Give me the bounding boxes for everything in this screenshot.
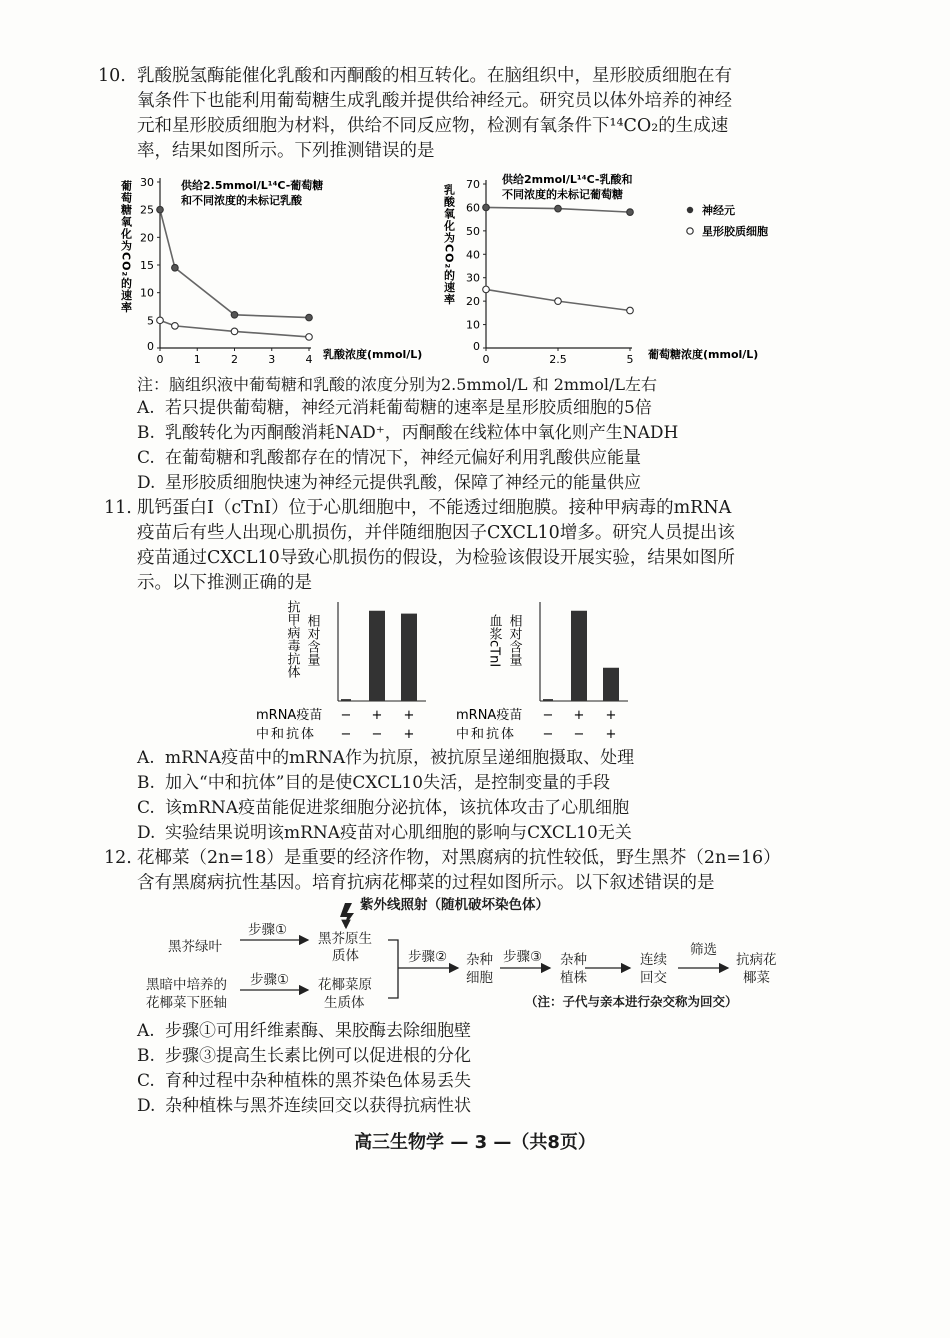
x-tick-label: 0	[156, 353, 164, 366]
sign-row2-col1: −	[340, 727, 352, 742]
bar2-ylabel-a: 血浆cTnI	[486, 614, 502, 668]
data-point-neuron	[157, 206, 164, 213]
option-label: A.	[137, 748, 155, 768]
q12-line-1: 花椰菜（2n=18）是重要的经济作物，对黑腐病的抗性较低，野生黑芥（2n=16）	[137, 848, 781, 868]
q11-line-2: 疫苗后有些人出现心肌损伤，并伴随细胞因子CXCL10增多。研究人员提出该	[137, 523, 735, 543]
option-text: 若只提供葡萄糖，神经元消耗葡萄糖的速率是星形胶质细胞的5倍	[165, 398, 652, 418]
chart1-ylabel: 葡萄糖氧化为CO₂的速率	[119, 180, 133, 314]
src-hypocotyl-b: 花椰菜下胚轴	[146, 995, 227, 1011]
y-tick-label: 15	[140, 259, 154, 272]
backcross-b: 回交	[640, 970, 667, 986]
protoplast-1-a: 黑芥原生	[318, 931, 372, 947]
sign-row1-col1: −	[542, 708, 554, 723]
bar-3	[401, 614, 417, 701]
option-label: C.	[137, 448, 155, 468]
data-point-astrocyte	[157, 317, 164, 324]
x-tick-label: 3	[268, 353, 276, 366]
x-tick-label: 1	[193, 353, 201, 366]
sign-row2-col1: −	[542, 727, 554, 742]
option-text: 育种过程中杂种植株的黑芥染色体易丢失	[165, 1071, 471, 1091]
lightning-icon	[340, 903, 354, 927]
option-text: 该mRNA疫苗能促进浆细胞分泌抗体，该抗体攻击了心肌细胞	[165, 798, 630, 818]
uv-label: 紫外线照射（随机破坏染色体）	[360, 897, 549, 913]
bar2-row1-label: mRNA疫苗	[456, 708, 523, 723]
bar2-marks	[540, 602, 628, 701]
q11-line-3: 疫苗通过CXCL10导致心肌损伤的假设，为检验该假设开展实验，结果如图所	[137, 548, 735, 568]
legend-astrocyte-marker	[687, 228, 693, 234]
chart2-ticks	[466, 178, 634, 366]
y-tick-label: 40	[466, 248, 480, 262]
q12-option-b[interactable]	[137, 1044, 471, 1069]
bar-2	[571, 611, 587, 701]
sign-row1-col2: +	[371, 708, 383, 723]
data-point-neuron	[231, 312, 238, 319]
sign-row1-col1: −	[340, 708, 352, 723]
x-tick-label: 0	[482, 353, 490, 366]
q12-line-2: 含有黑腐病抗性基因。培育抗病花椰菜的过程如图所示。以下叙述错误的是	[137, 873, 715, 893]
q10-line-1: 乳酸脱氢酶能催化乳酸和丙酮酸的相互转化。在脑组织中，星形胶质细胞在有	[137, 66, 732, 86]
data-point-astrocyte	[627, 307, 634, 314]
chart2-marks	[483, 204, 634, 314]
y-tick-label: 30	[140, 176, 154, 189]
x-tick-label: 2	[231, 353, 238, 366]
select-label: 筛选	[690, 942, 717, 958]
q12-option-a[interactable]	[137, 1019, 471, 1044]
sign-row2-col3: +	[605, 727, 617, 742]
option-label: B.	[137, 773, 155, 793]
q10-line-2: 氧条件下也能利用葡萄糖生成乳酸并提供给神经元。研究员以体外培养的神经	[137, 91, 732, 111]
data-point-neuron	[306, 314, 313, 321]
chart2-ylabel: 乳酸氧化为CO₂的速率	[442, 184, 456, 306]
sign-row2-col2: −	[573, 727, 585, 742]
x-tick-label: 2.5	[549, 353, 567, 366]
q12-option-d[interactable]	[137, 1094, 471, 1119]
q10-option-c[interactable]	[137, 446, 641, 471]
resistant-b: 椰菜	[743, 970, 770, 986]
hybrid-plant-a: 杂种	[560, 952, 587, 968]
q11-option-b[interactable]	[137, 771, 610, 796]
src-leaf: 黑芥绿叶	[168, 939, 222, 955]
chart2-title-b: 不同浓度的未标记葡萄糖	[502, 188, 623, 201]
option-text: 乳酸转化为丙酮酸消耗NAD⁺，丙酮酸在线粒体中氧化则产生NADH	[165, 423, 679, 443]
option-label: C.	[137, 1071, 155, 1091]
y-tick-label: 5	[147, 314, 154, 328]
chart-lactate-oxidation	[440, 172, 820, 372]
option-text: 星形胶质细胞快速为神经元提供乳酸，保障了神经元的能量供应	[165, 473, 641, 493]
diagram-footnote: （注：子代与亲本进行杂交称为回交）	[525, 994, 738, 1009]
step3-label: 步骤③	[503, 949, 543, 965]
bar2-signs	[543, 708, 617, 742]
y-tick-label: 10	[466, 318, 480, 332]
q10-option-d[interactable]	[137, 471, 641, 496]
chart-glucose-oxidation	[115, 172, 445, 372]
sign-row1-col3: +	[605, 708, 617, 723]
option-text: 实验结果说明该mRNA疫苗对心肌细胞的影响与CXCL10无关	[165, 823, 632, 843]
q12-option-c[interactable]	[137, 1069, 471, 1094]
legend-astrocyte-label: 星形胶质细胞	[702, 225, 768, 238]
q11-option-a[interactable]	[137, 746, 634, 771]
bar1-ylabel-b: 相对含量	[304, 614, 320, 666]
q10-line-3: 元和星形胶质细胞为材料，供给不同反应物，检测有氧条件下¹⁴CO₂的生成速	[137, 116, 729, 136]
q11-option-c[interactable]	[137, 796, 629, 821]
bar1-signs	[341, 708, 415, 742]
q10-option-a[interactable]	[137, 396, 652, 421]
q10-line-4: 率，结果如图所示。下列推测错误的是	[137, 141, 435, 161]
chart2-title-a: 供给2mmol/L¹⁴C-乳酸和	[502, 173, 633, 186]
y-tick-label: 25	[140, 203, 154, 217]
page-footer: 高三生物学 — 3 —（共8页）	[354, 1132, 596, 1153]
option-text: mRNA疫苗中的mRNA作为抗原，被抗原呈递细胞摄取、处理	[165, 748, 635, 768]
step1-top-label: 步骤①	[248, 922, 288, 938]
protoplast-2-b: 生质体	[324, 995, 365, 1011]
bar1-ylabel-a: 抗甲病毒抗体	[284, 600, 300, 678]
option-text: 在葡萄糖和乳酸都存在的情况下，神经元偏好利用乳酸供应能量	[165, 448, 641, 468]
data-point-astrocyte	[306, 334, 313, 341]
q11-line-1: 肌钙蛋白I（cTnI）位于心肌细胞中，不能透过细胞膜。接种甲病毒的mRNA	[137, 498, 732, 518]
q11-line-4: 示。以下推测正确的是	[137, 573, 312, 593]
sign-row1-col3: +	[403, 708, 415, 723]
legend-neuron-label: 神经元	[702, 204, 735, 217]
bar1-row2-label: 中和抗体	[256, 727, 317, 742]
option-text: 加入“中和抗体”目的是使CXCL10失活，是控制变量的手段	[165, 773, 611, 793]
q11-option-d[interactable]	[137, 821, 632, 846]
step1-bottom-label: 步骤①	[250, 972, 290, 988]
sign-row2-col2: −	[371, 727, 383, 742]
y-tick-label: 20	[466, 295, 480, 309]
option-label: B.	[137, 1046, 155, 1066]
data-point-astrocyte	[172, 323, 179, 330]
bar-3	[603, 668, 619, 701]
backcross-a: 连续	[640, 952, 667, 968]
y-tick-label: 60	[466, 201, 480, 215]
option-label: A.	[137, 398, 155, 418]
chart-ctni-bars	[452, 596, 642, 744]
bar2-ylabel-b: 相对含量	[506, 614, 522, 666]
chart1-title-a: 供给2.5mmol/L¹⁴C-葡萄糖	[181, 179, 324, 192]
option-label: B.	[137, 423, 155, 443]
chart-antibody-bars	[250, 596, 440, 744]
bar-1	[543, 699, 553, 701]
bar1-marks	[338, 602, 426, 701]
y-tick-label: 0	[473, 340, 480, 353]
y-tick-label: 0	[147, 340, 154, 353]
sign-row2-col3: +	[403, 727, 415, 742]
protoplast-1-b: 质体	[332, 948, 359, 964]
q12-number: 12.	[104, 848, 132, 868]
y-tick-label: 20	[140, 231, 154, 245]
data-point-astrocyte	[231, 328, 238, 335]
data-point-neuron	[555, 205, 562, 212]
hybrid-cell-a: 杂种	[466, 952, 493, 968]
data-point-neuron	[172, 264, 179, 271]
y-tick-label: 70	[466, 178, 480, 191]
src-hypocotyl-a: 黑暗中培养的	[146, 977, 227, 993]
bar2-row2-label: 中和抗体	[456, 727, 517, 742]
data-point-neuron	[627, 209, 634, 216]
x-tick-label: 4	[305, 353, 313, 366]
option-text: 步骤③提高生长素比例可以促进根的分化	[165, 1046, 471, 1066]
legend-neuron-marker	[687, 207, 693, 213]
protoplast-2-a: 花椰菜原	[318, 977, 372, 993]
q10-note: 注：脑组织液中葡萄糖和乳酸的浓度分别为2.5mmol/L 和 2mmol/L左右	[137, 375, 658, 394]
option-label: C.	[137, 798, 155, 818]
option-text: 杂种植株与黑芥连续回交以获得抗病性状	[165, 1096, 471, 1116]
option-label: D.	[137, 1096, 156, 1116]
chart2-xlabel: 葡萄糖浓度(mmol/L)	[648, 348, 759, 361]
data-point-astrocyte	[555, 298, 562, 305]
resistant-a: 抗病花	[736, 952, 777, 968]
step2-label: 步骤②	[408, 949, 448, 965]
option-label: A.	[137, 1021, 155, 1041]
bar-2	[369, 611, 385, 701]
option-text: 步骤①可用纤维素酶、果胶酶去除细胞壁	[165, 1021, 471, 1041]
y-tick-label: 10	[140, 286, 154, 300]
chart1-title-b: 和不同浓度的未标记乳酸	[181, 194, 302, 207]
bar1-row1-label: mRNA疫苗	[256, 708, 323, 723]
y-tick-label: 30	[466, 271, 480, 285]
data-point-astrocyte	[483, 286, 490, 293]
q11-number: 11.	[104, 498, 132, 518]
x-tick-label: 5	[626, 353, 634, 366]
series-line-neuron	[160, 210, 309, 318]
option-label: D.	[137, 823, 156, 843]
q10-option-b[interactable]	[137, 421, 678, 446]
y-tick-label: 50	[466, 224, 480, 238]
option-label: D.	[137, 473, 156, 493]
q10-number: 10.	[98, 66, 126, 86]
sign-row1-col2: +	[573, 708, 585, 723]
chart1-xlabel: 乳酸浓度(mmol/L)	[323, 348, 423, 361]
hybrid-cell-b: 细胞	[466, 970, 493, 986]
hybrid-plant-b: 植株	[560, 970, 587, 986]
data-point-neuron	[483, 204, 490, 211]
bar-1	[341, 699, 351, 701]
chart1-marks	[157, 206, 313, 340]
